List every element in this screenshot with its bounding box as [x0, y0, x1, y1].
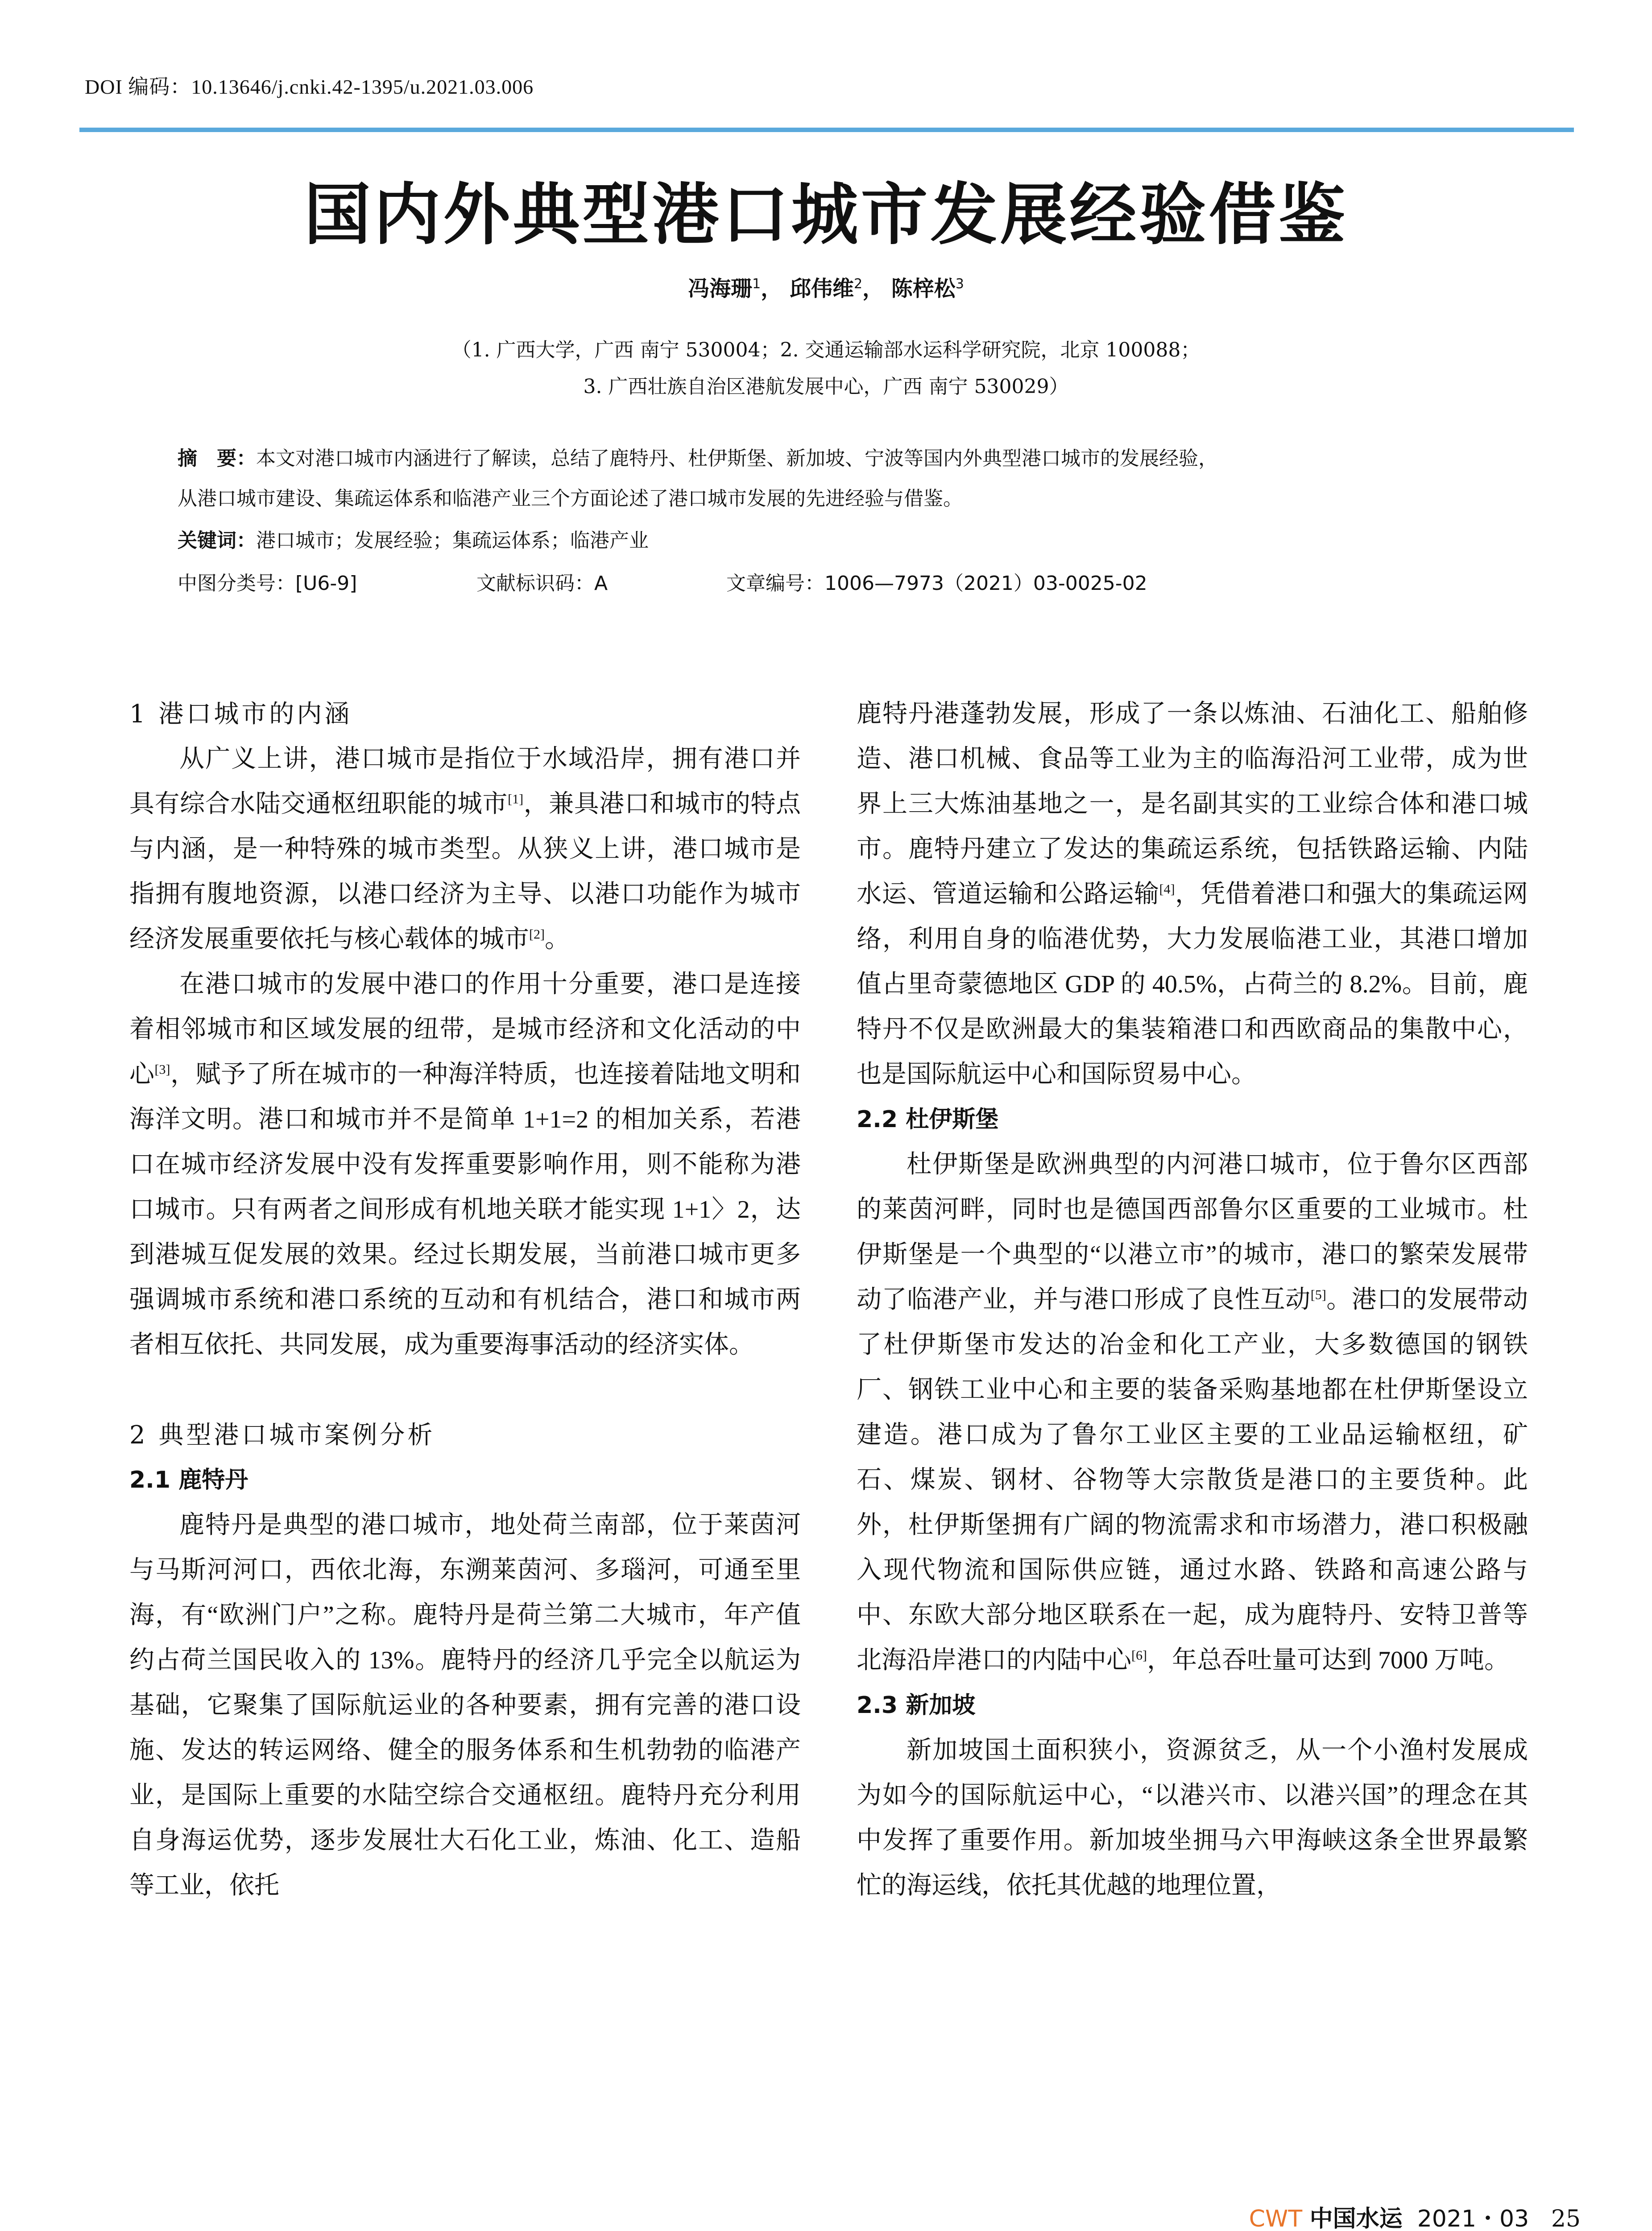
section-heading-1: 1 港口城市的内涵 — [129, 700, 352, 729]
issue-number: 2021・03 — [1417, 2206, 1529, 2231]
section-spacer — [129, 1368, 801, 1413]
author-affil-mark: 3 — [955, 276, 964, 292]
subsection-heading-duisburg: 2.2 杜伊斯堡 — [857, 1106, 999, 1133]
body-paragraph: 鹿特丹是典型的港口城市，地处荷兰南部，位于莱茵河与马斯河河口，西依北海，东溯莱茵河、多瑙河，可通至里海，有“欧洲门户”之称。鹿特丹是荷兰第二大城市，年产值约占荷兰国民收入的 13%。鹿特丹的经济几乎完全以航运为基础，它聚集了国际航运业的各种要素，拥有完善的港口设施、发达的转运网络、健全的服务体系和生机勃勃的临港产业，是国际上重要的水陆空综合交通枢纽。鹿特丹充分利用自身海运优势，逐步发展壮大石化工业，炼油、化工、造船等工业，依托 — [129, 1511, 801, 1899]
author-name: 邱伟维 — [789, 276, 854, 301]
author-separator: ， — [761, 276, 783, 301]
author-affil-mark: 1 — [752, 276, 761, 292]
author-affil-mark: 2 — [853, 276, 863, 292]
citation-ref[interactable]: [2] — [529, 927, 545, 942]
author-name: 冯海珊 — [688, 276, 753, 301]
keywords-text: 港口城市；发展经验；集疏运体系；临港产业 — [256, 529, 649, 552]
author-list — [0, 271, 1652, 302]
citation-ref[interactable]: [5] — [1310, 1287, 1326, 1302]
affiliation-line: 3. 广西壮族自治区港航发展中心，广西 南宁 530029） — [583, 375, 1069, 398]
body-paragraph: 从广义上讲，港口城市是指位于水域沿岸，拥有港口并具有综合水陆交通枢纽职能的城市[1]，兼具港口和城市的特点与内涵，是一种特殊的城市类型。从狭义上讲，港口城市是指拥有腹地资源，以港口经济为主导、以港口功能作为城市经济发展重要依托与核心载体的城市[2]。 — [129, 745, 801, 953]
citation-ref[interactable]: [6] — [1131, 1648, 1147, 1663]
header-rule — [79, 128, 1574, 132]
body-paragraph: 在港口城市的发展中港口的作用十分重要，港口是连接着相邻城市和区域发展的纽带，是城市经济和文化活动的中心[3]，赋予了所在城市的一种海洋特质，也连接着陆地文明和海洋文明。港口和城市并不是简单 1+1=2 的相加关系，若港口在城市经济发展中没有发挥重要影响作用，则不能称为港口城市。只有两者之间形成有机地关联才能实现 1+1〉2，达到港城互促发展的效果。经过长期发展，当前港口城市更多强调城市系统和港口系统的互动和有机结合，港口和城市两者相互依托、共同发展，成为重要海事活动的经济实体。 — [129, 970, 801, 1359]
abstract — [178, 445, 1516, 472]
journal-brand-mark: CWT — [1249, 2206, 1303, 2231]
author-separator: ， — [862, 276, 884, 301]
clc-number: 中图分类号：[U6-9] — [178, 572, 357, 595]
author-name: 陈梓松 — [891, 276, 956, 301]
body-paragraph: 新加坡国土面积狭小，资源贫乏，从一个小渔村发展成为如今的国际航运中心，“以港兴市、以港兴国”的理念在其中发挥了重要作用。新加坡坐拥马六甲海峡这条全世界最繁忙的海运线，依托其优越的地理位置， — [857, 1737, 1528, 1899]
section-heading-2: 2 典型港口城市案例分析 — [129, 1421, 435, 1450]
abstract-continued: 从港口城市建设、集疏运体系和临港产业三个方面论述了港口城市发展的先进经验与借鉴。 — [178, 487, 963, 510]
abstract-label: 摘 要： — [178, 447, 256, 470]
body-paragraph: 杜伊斯堡是欧洲典型的内河港口城市，位于鲁尔区西部的莱茵河畔，同时也是德国西部鲁尔区重要的工业城市。杜伊斯堡是一个典型的“以港立市”的城市，港口的繁荣发展带动了临港产业，并与港口形成了良性互动[5]。港口的发展带动了杜伊斯堡市发达的冶金和化工产业，大多数德国的钢铁厂、钢铁工业中心和主要的装备采购基地都在杜伊斯堡设立建造。港口成为了鲁尔工业区主要的工业品运输枢纽，矿石、煤炭、钢材、谷物等大宗散货是港口的主要货种。此外，杜伊斯堡拥有广阔的物流需求和市场潜力，港口积极融入现代物流和国际供应链，通过水路、铁路和高速公路与中、东欧大部分地区联系在一起，成为鹿特丹、安特卫普等北海沿岸港口的内陆中心[6]，年总吞吐量可达到 7000 万吨。 — [857, 1151, 1528, 1674]
body-paragraph: 鹿特丹港蓬勃发展，形成了一条以炼油、石油化工、船舶修造、港口机械、食品等工业为主的临海沿河工业带，成为世界上三大炼油基地之一，是名副其实的工业综合体和港口城市。鹿特丹建立了发达的集疏运系统，包括铁路运输、内陆水运、管道运输和公路运输[4]，凭借着港口和强大的集疏运网络，利用自身的临港优势，大力发展临港工业，其港口增加值占里奇蒙德地区 GDP 的 40.5%，占荷兰的 8.2%。目前，鹿特丹不仅是欧洲最大的集装箱港口和西欧商品的集散中心，也是国际航运中心和国际贸易中心。 — [857, 700, 1528, 1088]
citation-ref[interactable]: [1] — [508, 792, 524, 807]
paper-title: 国内外典型港口城市发展经验借鉴 — [304, 175, 1348, 254]
journal-name: 中国水运 — [1309, 2205, 1403, 2231]
article-number: 文章编号：1006—7973（2021）03-0025-02 — [726, 572, 1147, 595]
subsection-heading-rotterdam: 2.1 鹿特丹 — [129, 1467, 248, 1493]
right-column — [857, 692, 1528, 1908]
citation-ref[interactable]: [4] — [1159, 882, 1175, 897]
page-number: 25 — [1551, 2206, 1581, 2231]
page-footer — [1249, 2200, 1581, 2231]
left-column — [129, 692, 801, 1908]
document-code: 文献标识码：A — [476, 572, 608, 595]
subsection-heading-singapore: 2.3 新加坡 — [857, 1692, 976, 1719]
affiliation-line: （1. 广西大学，广西 南宁 530004；2. 交通运输部水运科学研究院，北京 100088； — [451, 339, 1201, 361]
keywords — [178, 527, 1516, 554]
keywords-label: 关键词： — [178, 529, 256, 552]
citation-ref[interactable]: [3] — [154, 1062, 170, 1077]
doi-line: DOI 编码：10.13646/j.cnki.42-1395/u.2021.03.006 — [85, 75, 534, 98]
abstract-text: 本文对港口城市内涵进行了解读，总结了鹿特丹、杜伊斯堡、新加坡、宁波等国内外典型港口城市的发展经验， — [256, 447, 1218, 470]
